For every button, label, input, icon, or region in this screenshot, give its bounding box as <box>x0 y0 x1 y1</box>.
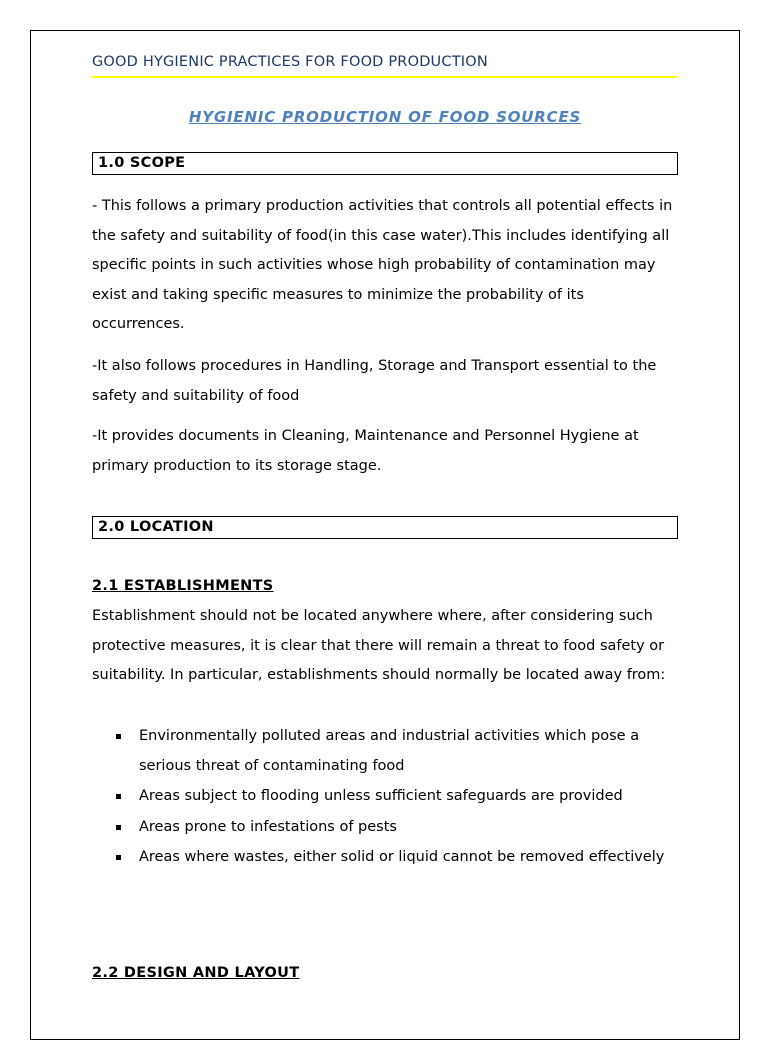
bullet-text: Environmentally polluted areas and industrial activities which pose a serious threat of contaminating food <box>139 728 640 774</box>
list-item <box>92 782 678 812</box>
document-page <box>30 30 740 1040</box>
square-bullet-icon <box>116 794 121 799</box>
bullet-text: Areas subject to flooding unless sufficient safeguards are provided <box>139 788 623 804</box>
square-bullet-icon <box>116 855 121 860</box>
list-item <box>92 813 678 843</box>
subheading-establishments: 2.1 ESTABLISHMENTS <box>92 578 274 594</box>
running-header: GOOD HYGIENIC PRACTICES FOR FOOD PRODUCTION <box>92 54 678 78</box>
scope-paragraph-2: -It also follows procedures in Handling, Storage and Transport essential to the safety and suitability of food <box>92 358 657 404</box>
square-bullet-icon <box>116 734 121 739</box>
bullet-text: Areas where wastes, either solid or liquid cannot be removed effectively <box>139 849 665 865</box>
scope-paragraph-1: - This follows a primary production activities that controls all potential effects in the safety and suitability of food(in this case water).This includes identifying all specific points in such activities whose high probability of contamination may exist and taking specific measures to minimize the probability of its occurrences. <box>92 198 673 332</box>
section-heading-location: 2.0 LOCATION <box>92 516 678 539</box>
list-item <box>92 722 678 781</box>
square-bullet-icon <box>116 825 121 830</box>
section-heading-scope: 1.0 SCOPE <box>92 152 678 175</box>
list-item <box>92 843 678 873</box>
establishments-intro: Establishment should not be located anywhere where, after considering such protective measures, it is clear that there will remain a threat to food safety or suitability. In particular, establishments should normally be located away from: <box>92 608 666 683</box>
document-title: HYGIENIC PRODUCTION OF FOOD SOURCES <box>188 108 582 126</box>
bullet-text: Areas prone to infestations of pests <box>139 818 397 835</box>
scope-paragraph-3: -It provides documents in Cleaning, Maintenance and Personnel Hygiene at primary production to its storage stage. <box>92 428 639 474</box>
establishments-bullet-list <box>92 722 678 874</box>
subheading-design-and-layout: 2.2 DESIGN AND LAYOUT <box>92 965 300 981</box>
